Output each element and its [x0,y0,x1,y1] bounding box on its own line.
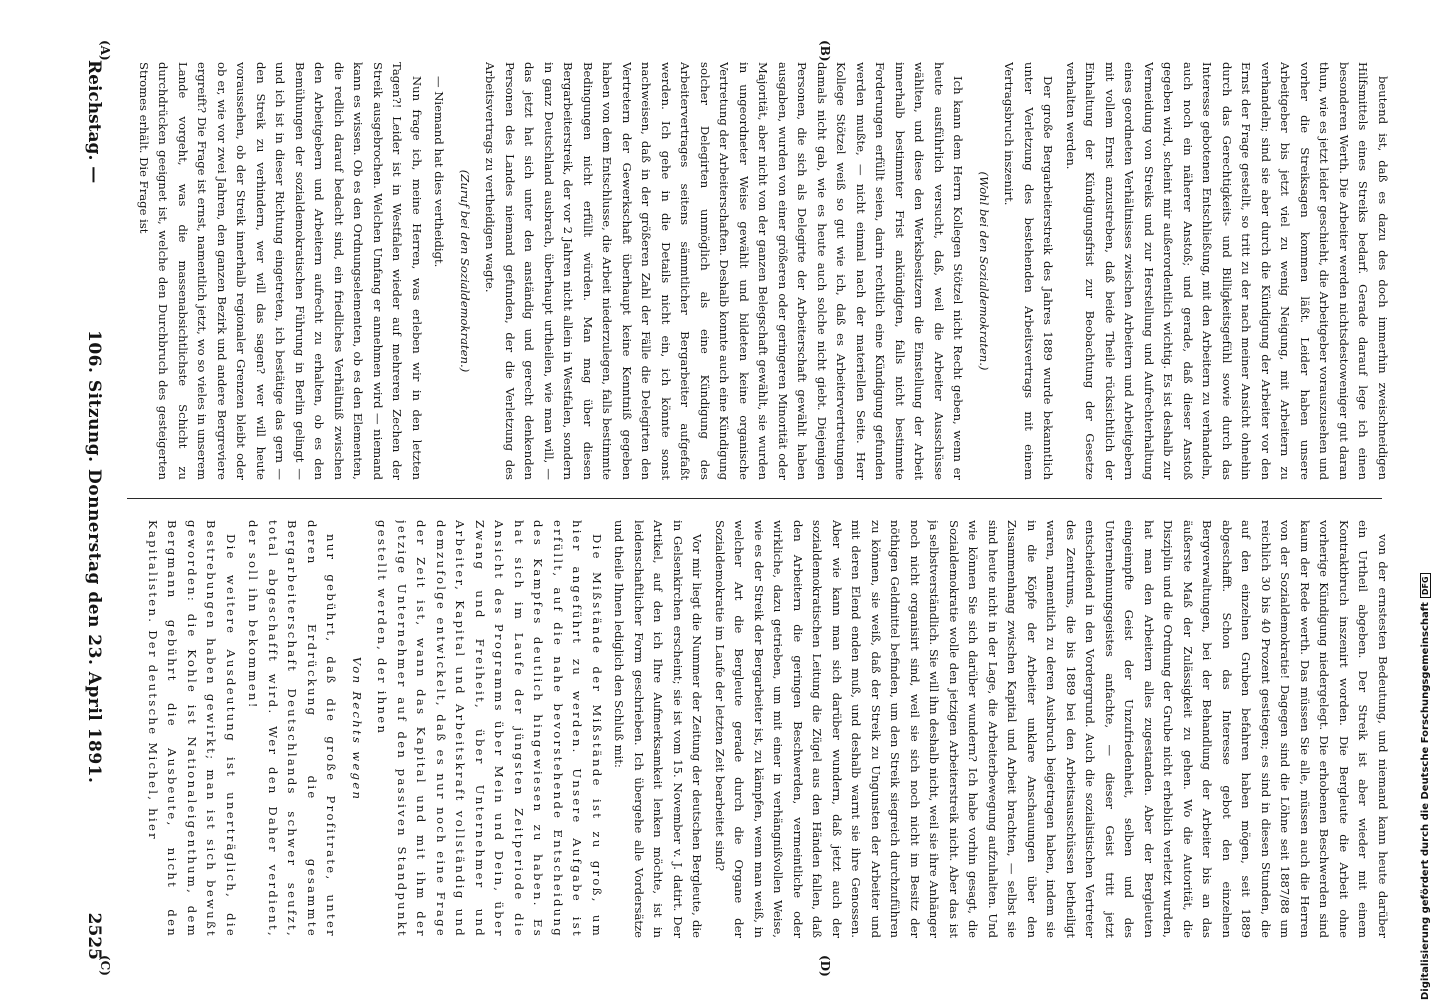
paragraph: von der ernstesten Bedeutung, und niemand kann heute darüber ein Urtheil abgeben. Der Streik ist aber wieder mit einem Kontraktbruch inszenirt worden. Die Bergleute die Arbeit ohne vorherige Kündigung niedergelegt. Die erhobenen Beschwerden sind kaum der Rede werth. Das müssen Sie alle, müssen auch die Herren von der Sozialdemokratie! Dagegen sind die Löhne seit 1887/88 um reichlich 30 bis 40 Prozent gestiegen; es sind in diesen Stunden, die auf den einzelnen Gruben befahren haben mögen, seit 1889 abgeschafft. Schon das Interesse gebot den einzelnen Bergverwaltungen, bei der Behandlung der Arbeiter bis an das äußerste Maß der Zulässigkeit zu gehen. Wo die Autorität, die Disziplin und die Ordnung der Grube nicht erheblich verletzt wurden, hat man den Arbeitern alles zugestanden. Aber der Bergleuten eingeimpfte Geist der Unzufriedenheit, selben und des Unternehmungsgeistes anfachte, — dieser Geist tritt jetzt entscheidend in den Vordergrund. Auch die sozialistischen Vertreter des Zentrums, die bis 1889 bei den Arbeitsausschüssen betheiligt waren, namentlich zu deren Ausbruch beigetragen haben, indem sie in die Köpfe der Arbeiter unklare Anschauungen über den Zusammenhang zwischen Kapital und Arbeit brachten, — selbst sie sind heute nicht in der Lage, die Arbeiterbewegung aufzuhalten. Und wie können Sie sich darüber wundern? Ich habe vorhin gesagt, die Sozialdemokratie wolle den jetzigen Arbeiterstreik nicht. Aber das ist ja selbstverständlich. Sie will ihn deshalb nicht, weil sie ihre Anhänger noch nicht organisirt sind, weil sie sich noch nicht im Besitz der nöthigen Geldmittel befinden, um den Streik siegreich durchzuführen zu können, sie weiß, daß der Streik zu Ungunsten der Arbeiter und mit deren Elend enden muß, und deshalb warnt sie ihre Genossen. Aber wie kann man sich darüber wundern, daß jetzt auch der sozialdemokratischen Leitung die Zügel aus den Händen fallen, daß den Arbeitern die geringen Beschwerden, vermeintliche oder wirkliche, dazu getrieben, um mit einer in verhängnißvollen Weise, wie es der Streik der Bergarbeiter ist, zu kämpfen, wenn man weiß, in welcher Art die Bergleute gerade durch die Organe der Sozialdemokratie im Laufe der letzten Zeit bearbeitet sind? [713,520,1390,938]
page-header [74,60,114,960]
margin-marker-b: (B) [818,40,832,62]
margin-marker-a: (A) [98,40,112,61]
column-divider [127,498,1382,499]
page-number: 2525 [84,912,104,960]
paragraph: Der große Bergarbeiterstreik des Jahres 1889 wurde bekanntlich unter Verletzung des bestehenden Arbeitsvertrags mit einem Vertragsbruch inszenirt. [1002,62,1056,480]
paragraph: beutend ist, daß es dazu des doch immerhin zweischneidigen Hilfsmittels eines Streiks bedarf. Gerade darauf lege ich einen besonderen Werth. Die Arbeiter werden nichtsdestoweniger gut daran thun, wie es jetzt leider geschieht, die Arbeitgeber vorauszusehen und vorher die Streiksagen kommen läßt. Leider haben unsere Arbeitgeber bis jetzt viel zu wenig Neigung, mit Arbeitern zu verhandeln; sind sie aber durch die Kündigung der Arbeiter vor den Ernst der Frage gestellt, so tritt zu der nach meiner Ansicht ohnehin durch das Gerechtigkeits- und Billigkeitsgefühl sowie durch das Interesse gebotenen Entschließung, mit den Arbeitern zu verhandeln, auch noch ein näherer Anstoß; und gerade, daß dieser Anstoß gegeben wird, scheint mir außerordentlich wichtig. Es ist deshalb zur Vermeidung von Streiks und zur Herstellung und Aufrechterhaltung eines geordneten Verhältnisses zwischen Arbeitern und Arbeitgebern mit vollem Ernst anzustreben, daß beide Theile rücksichtlich der Einhaltung der Kündigungsfrist zur Beobachtung der Gesetze verhalten werden. [1064,62,1390,480]
left-text-column [117,62,1392,480]
credit-text: Digitalisierung gefördert durch die Deutsche Forschungsgemeinschaft [1420,602,1431,1000]
margin-marker-c: (C) [98,955,112,976]
paragraph: — Niemand hat dies vertheidigt. [432,76,447,268]
paragraph: Nun frage ich, meine Herren, was erleben wir in den letzten Tagen?! Leider ist in Westfalen wieder auf mehreren Zechen der Streik ausgebrochen. Welchen Umfang er annehmen wird — niemand kann es wissen. Ob es den Ordnungselementen, ob es den Elementen, die redlich darauf bedacht sind, ein friedliches Verhältniß zwischen den Arbeitgebern und Arbeitern aufrecht zu erhalten, ob es den Bemühungen der sozialdemokratischen Führung in Berlin gelingt — und ich ist in dieser Richtung eingetreten, ich bestätige das gern — den Streik zu verhindern, wer will das sagen? wer will heute voraussehen, ob der Streik innerhalb regionaler Grenzen bleibt oder ob er, wie vor zwei Jahren, den ganzen Bezirk und andere Bergreviere ergreift? Die Frage ist ernst, namentlich jetzt, wo so vieles in unserem Lande vorgeht, was die massenabsichtlichste Schicht zu durchdrücken geeignet ist, welche den Durchbruch des gesteigerten Stromes erhält. Die Frage ist [137,62,424,480]
digitization-credit [1420,573,1431,1000]
quoted-heading: Von Rechts wegen [350,656,364,802]
header-left: Reichstag. — [84,60,104,184]
quoted-paragraph: Die weitere Ausdeutung ist unerträglich, die Bestrebungen haben gewirkt; man ist sich bewußt geworden: die Kohle ist Nationaleigenthum, dem Bergmann gebührt die Ausbeute, nicht den Kapitalisten. Der deutsche Michel, hier [146,520,238,938]
interjection: (Zuruf bei den Sozialdemokraten.) [458,169,472,373]
interjection: (Wohl bei den Sozialdemokraten.) [977,171,991,371]
margin-marker-d: (D) [818,955,832,977]
dfg-logo: DFG [1420,573,1431,598]
paragraph: Vor mir liegt die Nummer der Zeitung der deutschen Bergleute, die in Gelsenkirchen erscheint; sie ist vom 15. November v. J. datirt. Der Artikel, auf den ich Ihre Aufmerksamkeit lenken möchte, ist in leidenschaftlicher Form geschrieben. Ich übergehe alle Vordersätze und theile Ihnen lediglich den Schluß mit: [612,520,705,938]
right-text-column [117,520,1392,938]
quoted-paragraph: Die Mißstände der Mißstände ist zu groß, um hier angeführt zu werden. Unsere Aufgabe ist erfüllt, auf die nahe bevorstehende Entscheidung des Kampfes deutlich hingewiesen zu haben. Es hat sich im Laufe der jüngsten Zeitperiode die Ansicht des Programms über Mein und Dein, über Zwang und Freiheit, über Unternehmer und Arbeiter, Kapital und Arbeitskraft vollständig und demzufolge entwickelt, daß es nur noch eine Frage der Zeit ist, wann das Kapital und mit ihm der jetzige Unternehmer auf den passiven Standpunkt gestellt werden, der ihnen [375,520,604,938]
header-session-date: 106. Sitzung. Donnerstag den 23. April 1891. [84,330,104,784]
quoted-paragraph: nur gebührt, daß die große Profitrate, unter deren Erdrückung die gesammte Bergarbeiterschaft Deutschlands schwer seufzt, total abgeschafft wird. Wer den Daher verdient, der soll ihn bekommen! [246,520,339,938]
paragraph: Ich kann dem Herrn Kollegen Stötzel nicht Recht geben, wenn er heute ausführlich versucht, daß, weil die Arbeiter Ausschüsse wählten, und diese den Werksbesitzern die Einstellung der Arbeit innerhalb bestimmter Frist ankündigten, falls nicht bestimmte Forderungen erfüllt seien, darin rechtlich eine Kündigung gefunden werden mußte, — nicht einmal nach der materiellen Seite. Herr Kollege Stötzel weiß so gut wie ich, daß es Arbeitervertretungen damals nicht gab, wie es heute auch solche nicht giebt. Diejenigen Personen, die sich als Delegirte der Arbeiterschaft gewählt haben ausgaben, wurden von einer größeren oder geringeren Minorität oder Majorität, aber nicht von der ganzen Belegschaft gewählt, sie wurden in ungeordneter Weise gewählt und bildeten keine organische Vertretung der Arbeiterschaften. Deshalb konnte auch eine Kündigung solcher Delegirten unmöglich als eine Kündigung des Arbeitervertrages seitens sämmtlicher Bergarbeiter aufgefaßt werden. Ich gehe in die Details nicht ein, ich könnte sonst nachweisen, daß in der größeren Zahl der Fälle die Delegirten den Vertretern der Gewerkschaft überhaupt keine Kenntniß gegeben haben von dem Entschlusse, die Arbeit niederzulegen, falls bestimmte Bedingungen nicht erfüllt würden. Man mag über diesen Bergarbeiterstreik, der vor 2 Jahren nicht allein in Westfalen, sondern in ganz Deutschland ausbrach, überhaupt urtheilen, wie man will, — das jetzt hat sich unter den anständig und gerecht denkenden Personen des Landes niemand gefunden, der die Verletzung des Arbeitsvertrags zu vertheidigen wagte. [483,62,966,480]
